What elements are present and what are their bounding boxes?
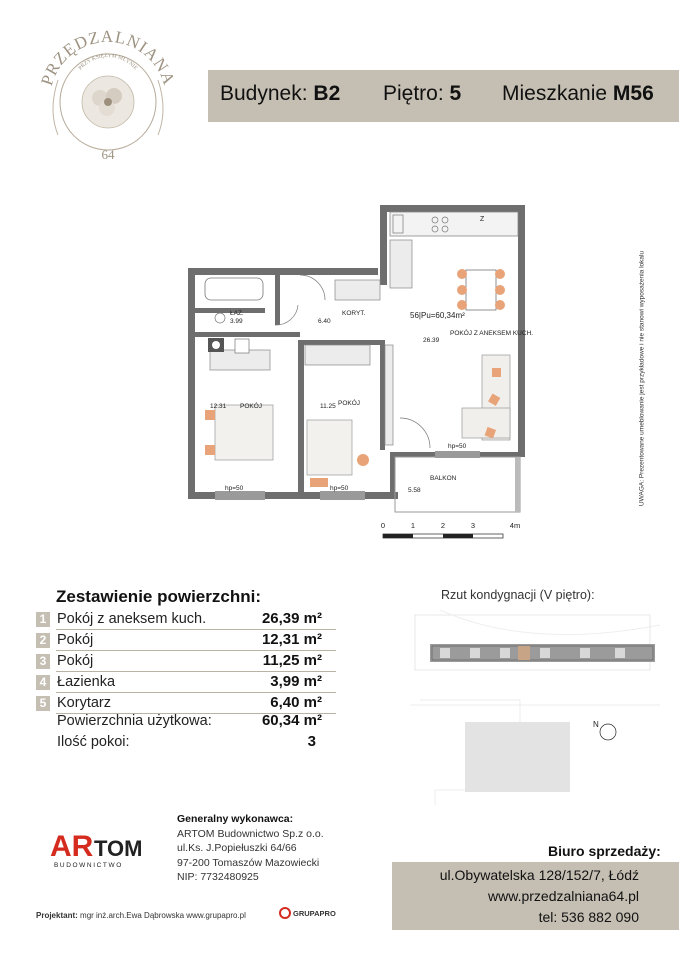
summary-title: Zestawienie powierzchni: — [56, 587, 261, 606]
summary-row: 5 Korytarz 6,40 m² — [36, 695, 336, 713]
apartment-header — [208, 70, 679, 122]
logo-name: PRZĘDZALNIANA — [37, 26, 179, 88]
apartment-label: Mieszkanie — [502, 82, 608, 105]
scale-bar — [381, 521, 520, 538]
sales-phone[interactable]: tel: 536 882 090 — [538, 909, 639, 925]
floor-value: 5 — [449, 82, 462, 105]
room-count-row: Ilość pokoi: 3 — [57, 733, 316, 750]
apartment-highlight — [518, 646, 530, 660]
grupapro-logo — [278, 904, 338, 926]
svg-text:5.58: 5.58 — [408, 487, 421, 494]
building-label: Budynek: — [220, 82, 308, 105]
balcony-outline — [395, 457, 520, 512]
sofa — [462, 355, 510, 440]
svg-text:4m: 4m — [509, 521, 521, 530]
svg-text:KORYT.: KORYT. — [342, 310, 366, 317]
logo-number: 64 — [101, 147, 115, 162]
bed-room-2 — [205, 405, 273, 460]
svg-text:3: 3 — [470, 521, 476, 530]
svg-text:2: 2 — [440, 521, 446, 530]
summary-row: 3 Pokój 11,25 m² — [36, 653, 336, 671]
svg-text:3.99: 3.99 — [230, 318, 243, 325]
floor-label: Piętro: — [383, 82, 444, 105]
bed-room-3 — [307, 420, 369, 487]
svg-text:BALKON: BALKON — [430, 475, 457, 482]
svg-text:Z: Z — [480, 216, 485, 223]
svg-text:POKÓJ: POKÓJ — [338, 400, 361, 407]
sales-box — [392, 862, 679, 930]
logo-tagline: PRZY KSIĘŻYM MŁYNIE — [77, 52, 139, 72]
svg-text:12.31: 12.31 — [210, 403, 227, 410]
svg-text:26.39: 26.39 — [423, 337, 440, 344]
summary-row: 1 Pokój z aneksem kuch. 26,39 m² — [36, 611, 336, 629]
floor-overview-map — [410, 610, 660, 805]
svg-text:POKÓJ Z ANEKSEM KUCH.: POKÓJ Z ANEKSEM KUCH. — [450, 330, 534, 337]
svg-text:PRZY KSIĘŻYM MŁYNIE — [78, 52, 139, 72]
dining-table — [457, 269, 505, 310]
svg-text:6.40: 6.40 — [318, 318, 331, 325]
svg-text:1: 1 — [410, 521, 416, 530]
svg-text:BUDOWNICTWO: BUDOWNICTWO — [54, 862, 123, 869]
building-value: B2 — [313, 82, 341, 105]
svg-text:TOM: TOM — [94, 836, 143, 861]
floor-overview-title: Rzut kondygnacji (V piętro): — [441, 588, 595, 602]
usable-area-row: Powierzchnia użytkowa: 60,34 m² — [57, 712, 322, 729]
kitchen-counter — [390, 212, 518, 236]
summary-row: 2 Pokój 12,31 m² — [36, 632, 336, 650]
furniture-note: UWAGA: Prezentowane umeblowanie jest przykładowe i nie stanowi wyposażenia lokalu — [638, 250, 646, 507]
total-area-label: 56|Pu=60,34m² — [410, 311, 465, 320]
svg-text:11.25: 11.25 — [320, 403, 336, 410]
sales-title: Biuro sprzedaży: — [548, 843, 661, 859]
svg-text:ŁAZ.: ŁAZ. — [230, 310, 244, 317]
sales-address: ul.Obywatelska 128/152/7, Łódź — [439, 867, 639, 883]
svg-text:hp=50: hp=50 — [330, 485, 349, 492]
artom-logo — [50, 822, 150, 872]
designer-credit: Projektant: mgr inż.arch.Ewa Dąbrowska www.grupapro.pl — [36, 911, 246, 920]
apartment-value: M56 — [612, 82, 654, 105]
svg-text:0: 0 — [380, 521, 386, 530]
svg-text:N: N — [593, 720, 599, 729]
svg-text:POKÓJ: POKÓJ — [240, 403, 263, 410]
sales-website[interactable]: www.przedzalniana64.pl — [488, 888, 639, 904]
floor-plan — [180, 190, 540, 540]
summary-row: 4 Łazienka 3,99 m² — [36, 674, 336, 692]
svg-text:GRUPAPRO: GRUPAPRO — [293, 909, 336, 918]
svg-text:hp=50: hp=50 — [448, 443, 467, 450]
developer-logo — [28, 20, 188, 170]
svg-text:AR: AR — [50, 830, 94, 863]
contractor-info: Generalny wykonawca: ARTOM Budownictwo Sp.z o.o. ul.Ks. J.Popiełuszki 64/66 97-200 Tomaszów Mazowiecki NIP: 7732480925 — [177, 813, 324, 883]
svg-text:hp=50: hp=50 — [225, 485, 244, 492]
